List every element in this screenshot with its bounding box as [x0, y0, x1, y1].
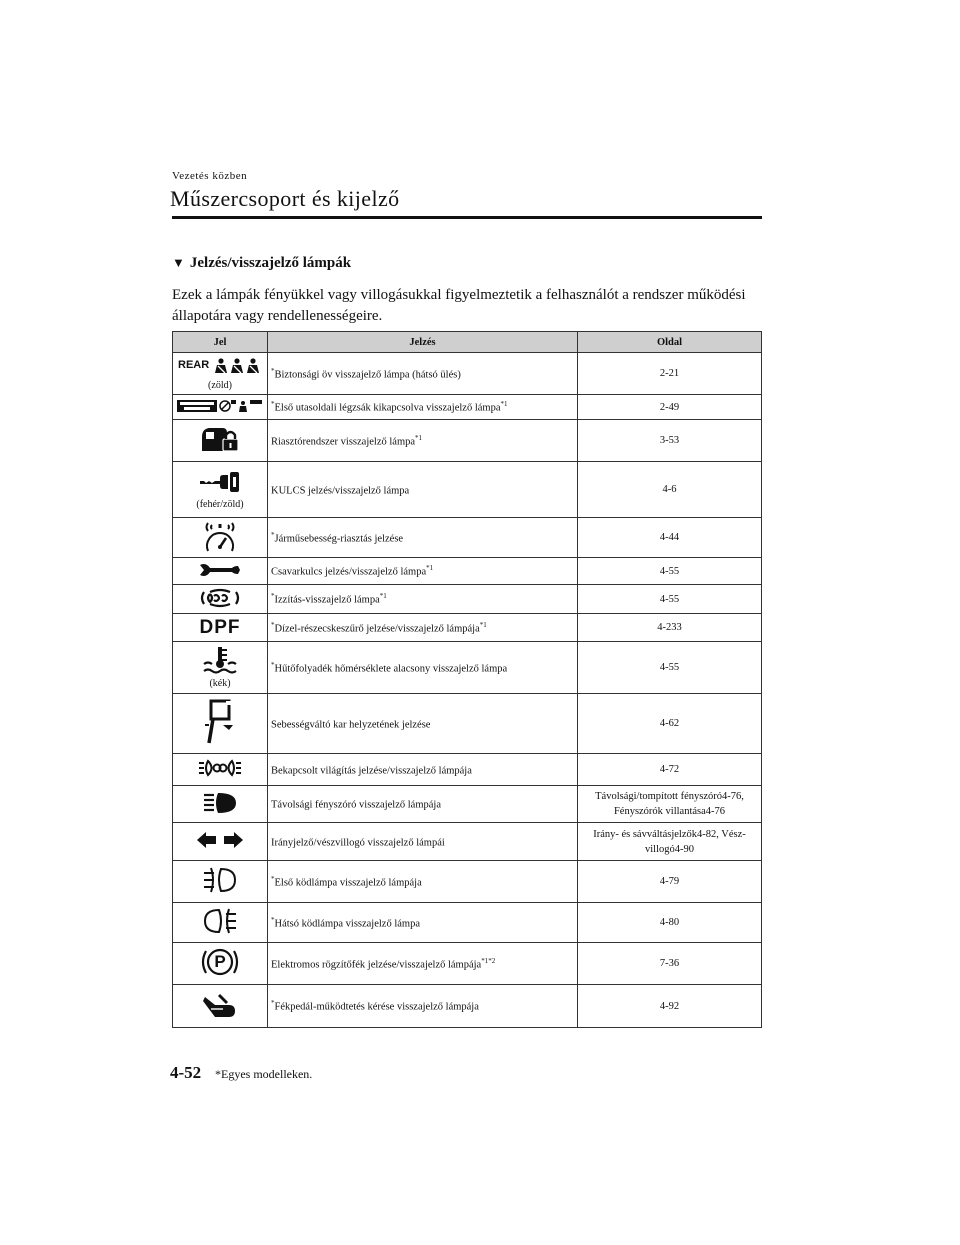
icon-cell [173, 985, 268, 1028]
table-row [173, 642, 762, 694]
description-cell [268, 420, 578, 462]
security-alarm-icon [199, 425, 241, 453]
icon-cell [173, 585, 268, 614]
section-heading [172, 255, 351, 272]
page-cell: 4-55 [578, 642, 762, 694]
intro-paragraph: Ezek a lámpák fényükkel vagy villogásukkal figyelmeztetik a felhasználót a rendszer működési állapotára vagy rendellenességeire. [172, 287, 746, 324]
star-mark: * [271, 592, 275, 601]
table-row [173, 786, 762, 823]
description-text: Riasztórendszer visszajelző lámpa [271, 436, 416, 448]
wrench-icon [198, 562, 242, 578]
description-text: Fékpedál-működtetés kérése visszajelző lámpája [274, 1001, 479, 1013]
description-text: Bekapcsolt világítás jelzése/visszajelző lámpája [271, 765, 472, 777]
table-row [173, 903, 762, 943]
description-cell [268, 903, 578, 943]
table-row [173, 694, 762, 754]
icon-cell [173, 823, 268, 861]
icon-color-note: (zöld) [208, 380, 232, 391]
description-cell [268, 614, 578, 642]
header-jel: Jel [173, 332, 268, 353]
page-cell: 3-53 [578, 420, 762, 462]
high-beam-icon [203, 792, 237, 814]
page-cell: 4-44 [578, 518, 762, 558]
icon-cell [173, 642, 268, 694]
description-cell [268, 462, 578, 518]
icon-cell [173, 786, 268, 823]
header-oldal: Oldal [578, 332, 762, 353]
icon-color-note: (fehér/zöld) [196, 499, 244, 510]
page-cell: 4-80 [578, 903, 762, 943]
icon-cell [173, 395, 268, 420]
description-text: Dízel-részecskeszűrő jelzése/visszajelző lámpája [274, 623, 480, 635]
svg-text:REAR: REAR [178, 359, 210, 371]
speed-alarm-icon [202, 519, 238, 553]
star-mark: * [271, 999, 275, 1008]
page-cell: 4-55 [578, 558, 762, 585]
footnote-mark: *1 [479, 620, 487, 629]
footnote-mark: *1*2 [481, 956, 496, 965]
description-cell [268, 694, 578, 754]
page-cell: 4-72 [578, 754, 762, 786]
description-cell [268, 642, 578, 694]
icon-cell [173, 353, 268, 395]
description-text: Irányjelző/vészvillogó visszajelző lámpái [271, 837, 445, 849]
icon-cell [173, 943, 268, 985]
brake-pedal-icon [201, 991, 239, 1019]
description-cell [268, 518, 578, 558]
description-cell [268, 943, 578, 985]
description-text: Első utasoldali légzsák kikapcsolva visszajelző lámpa [274, 402, 501, 414]
table-row [173, 395, 762, 420]
star-mark: * [271, 874, 275, 883]
star-mark: * [271, 366, 275, 375]
footnote-mark: *1 [415, 433, 423, 442]
page-cell: 4-55 [578, 585, 762, 614]
description-text: Távolsági fényszóró visszajelző lámpája [271, 799, 441, 811]
parking-brake-icon [200, 947, 240, 977]
triangle-down-icon: ▼ [172, 255, 185, 270]
table-row [173, 585, 762, 614]
table-row [173, 420, 762, 462]
front-fog-icon [203, 866, 237, 894]
signal-table [172, 331, 762, 1028]
description-text: Sebességváltó kar helyzetének jelzése [271, 719, 431, 731]
rear-seatbelt-icon [176, 356, 264, 376]
header-jelzes: Jelzés [268, 332, 578, 353]
page-title: Műszercsoport és kijelző [170, 186, 400, 211]
star-mark: * [271, 620, 275, 629]
description-cell [268, 985, 578, 1028]
page-number: 4-52 [170, 1063, 202, 1082]
lights-on-icon [198, 758, 242, 778]
page-cell: 4-6 [578, 462, 762, 518]
description-text: Járműsebesség-riasztás jelzése [274, 533, 404, 545]
icon-cell [173, 462, 268, 518]
table-row [173, 985, 762, 1028]
icon-cell [173, 694, 268, 754]
table-row [173, 861, 762, 903]
page-cell: 2-21 [578, 353, 762, 395]
description-cell [268, 395, 578, 420]
page-cell: 4-79 [578, 861, 762, 903]
description-text: Első ködlámpa visszajelző lámpája [274, 877, 422, 889]
description-cell [268, 754, 578, 786]
table-row [173, 518, 762, 558]
footnote: *Egyes modelleken. [215, 1067, 313, 1081]
footnote-mark: *1 [379, 592, 387, 601]
description-text: Izzítás-visszajelző lámpa [274, 594, 380, 606]
icon-cell [173, 558, 268, 585]
icon-cell [173, 754, 268, 786]
rear-fog-icon [203, 907, 237, 935]
page-cell: 4-62 [578, 694, 762, 754]
page-cell: 7-36 [578, 943, 762, 985]
table-row [173, 462, 762, 518]
shift-lever-icon [203, 699, 237, 745]
table-row [173, 614, 762, 642]
description-text: Hátsó ködlámpa visszajelző lámpa [274, 918, 420, 930]
page-cell: Távolsági/tompított fényszóró4-76, Fényszórók villantása4-76 [578, 786, 762, 823]
key-icon [198, 469, 242, 495]
description-text: KULCS jelzés/visszajelző lámpa [271, 485, 410, 497]
table-header-row [173, 332, 762, 353]
star-mark: * [271, 400, 275, 409]
star-mark: * [271, 530, 275, 539]
title-rule [172, 216, 762, 219]
description-text: Csavarkulcs jelzés/visszajelző lámpa [271, 566, 427, 578]
icon-cell [173, 614, 268, 642]
dpf-icon: DPF [199, 616, 241, 638]
star-mark: * [271, 915, 275, 924]
description-cell [268, 823, 578, 861]
footnote-mark: *1 [500, 400, 508, 409]
page-cell: Irány- és sávváltásjelzők4-82, Vész-villogó4-90 [578, 823, 762, 861]
description-text: Biztonsági öv visszajelző lámpa (hátsó ülés) [274, 369, 461, 381]
description-text: Elektromos rögzítőfék jelzése/visszajelző lámpája [271, 959, 482, 971]
coolant-temp-icon [202, 646, 238, 674]
turn-signal-icon [196, 831, 244, 849]
icon-cell [173, 518, 268, 558]
parking-brake-letter: P [214, 952, 226, 971]
description-text: Hűtőfolyadék hőmérséklete alacsony visszajelző lámpa [274, 663, 508, 675]
icon-cell [173, 903, 268, 943]
icon-cell [173, 861, 268, 903]
description-cell [268, 558, 578, 585]
chapter-label: Vezetés közben [172, 170, 248, 182]
section-heading-text: Jelzés/visszajelző lámpák [189, 255, 352, 271]
description-cell [268, 786, 578, 823]
footnote-mark: *1 [426, 564, 434, 573]
star-mark: * [271, 660, 275, 669]
description-cell [268, 585, 578, 614]
passenger-airbag-off-icon [176, 399, 264, 413]
icon-color-note: (kék) [209, 678, 231, 689]
table-row [173, 558, 762, 585]
table-row [173, 823, 762, 861]
page-cell: 2-49 [578, 395, 762, 420]
icon-cell [173, 420, 268, 462]
page-cell: 4-233 [578, 614, 762, 642]
glow-plug-icon [200, 588, 240, 608]
table-row [173, 353, 762, 395]
description-cell [268, 861, 578, 903]
table-row [173, 943, 762, 985]
page-cell: 4-92 [578, 985, 762, 1028]
description-cell [268, 353, 578, 395]
table-row [173, 754, 762, 786]
